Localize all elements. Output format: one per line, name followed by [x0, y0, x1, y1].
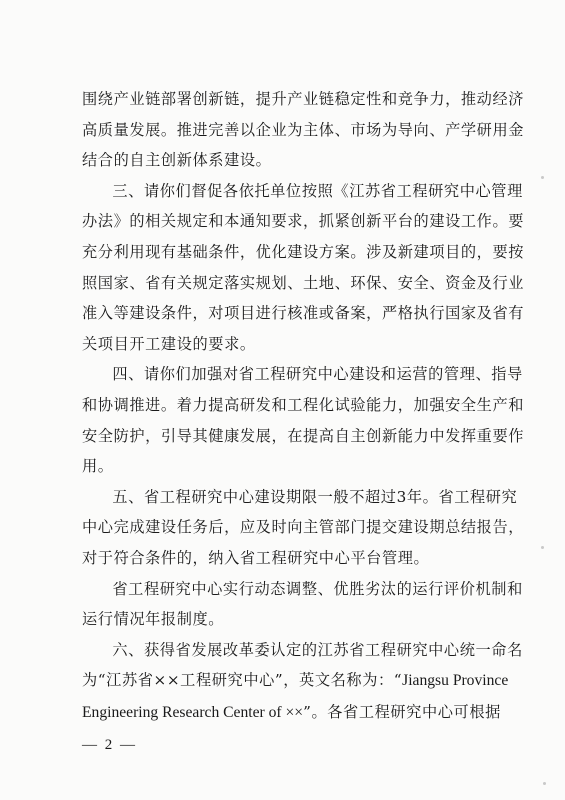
text-line: 照国家、省有关规定落实规划、土地、环保、安全、资金及行业 — [82, 273, 525, 292]
text-line: 安全防护，引导其健康发展，在提高自主创新能力中发挥重要作 — [82, 426, 525, 445]
text-line: 围绕产业链部署创新链，提升产业链稳定性和竞争力，推动经济 — [82, 90, 525, 108]
text-segment: 为“江苏省××工程研究中心”，英文名称为：“ — [82, 671, 403, 690]
text-line: 用。 — [82, 457, 114, 476]
paragraph-item-6 — [82, 635, 523, 729]
text-line — [82, 665, 509, 697]
text-segment: ”。各省工程研究中心可根据 — [303, 702, 501, 721]
paragraph-evaluation — [82, 574, 523, 635]
scan-speck — [541, 546, 544, 549]
english-name-segment: Engineering Research Center of ×× — [82, 703, 304, 721]
paragraph-item-4 — [82, 359, 525, 481]
text-line — [82, 697, 501, 729]
page-number: — 2 — — [82, 737, 137, 753]
text-line: 省工程研究中心实行动态调整、优胜劣汰的运行评价机制和 — [112, 579, 523, 598]
paragraph-item-3 — [82, 176, 525, 360]
scan-speck — [541, 176, 544, 179]
text-line: 五、省工程研究中心建设期限一般不超过3年。省工程研究 — [112, 487, 518, 506]
text-line: 结合的自主创新体系建设。 — [82, 151, 272, 170]
text-line: 和协调推进。着力提高研发和工程化试验能力，加强安全生产和 — [82, 395, 525, 414]
text-line: 对于符合条件的，纳入省工程研究中心平台管理。 — [82, 548, 430, 567]
scan-speck — [543, 782, 546, 785]
text-line: 三、请你们督促各依托单位按照《江苏省工程研究中心管理 — [112, 181, 523, 200]
text-line: 四、请你们加强对省工程研究中心建设和运营的管理、指导 — [112, 365, 523, 384]
text-line: 关项目开工建设的要求。 — [82, 334, 256, 353]
paragraph-item-5 — [82, 482, 525, 574]
text-line: 中心完成建设任务后，应及时向主管部门提交建设期总结报告， — [82, 518, 525, 537]
document-body — [82, 84, 525, 728]
text-line: 准入等建设条件，对项目进行核准或备案，严格执行国家及省有 — [82, 304, 525, 323]
text-line: 运行情况年报制度。 — [82, 610, 225, 629]
text-line: 充分利用现有基础条件，优化建设方案。涉及新建项目的，要按 — [82, 242, 525, 261]
text-line: 六、获得省发展改革委认定的江苏省工程研究中心统一命名 — [112, 640, 523, 659]
text-line: 高质量发展。推进完善以企业为主体、市场为导向、产学研用金 — [82, 120, 525, 139]
text-line: 办法》的相关规定和本通知要求，抓紧创新平台的建设工作。要 — [82, 212, 525, 231]
english-name-segment: Jiangsu Province — [402, 672, 509, 690]
paragraph-continuation — [82, 84, 525, 176]
